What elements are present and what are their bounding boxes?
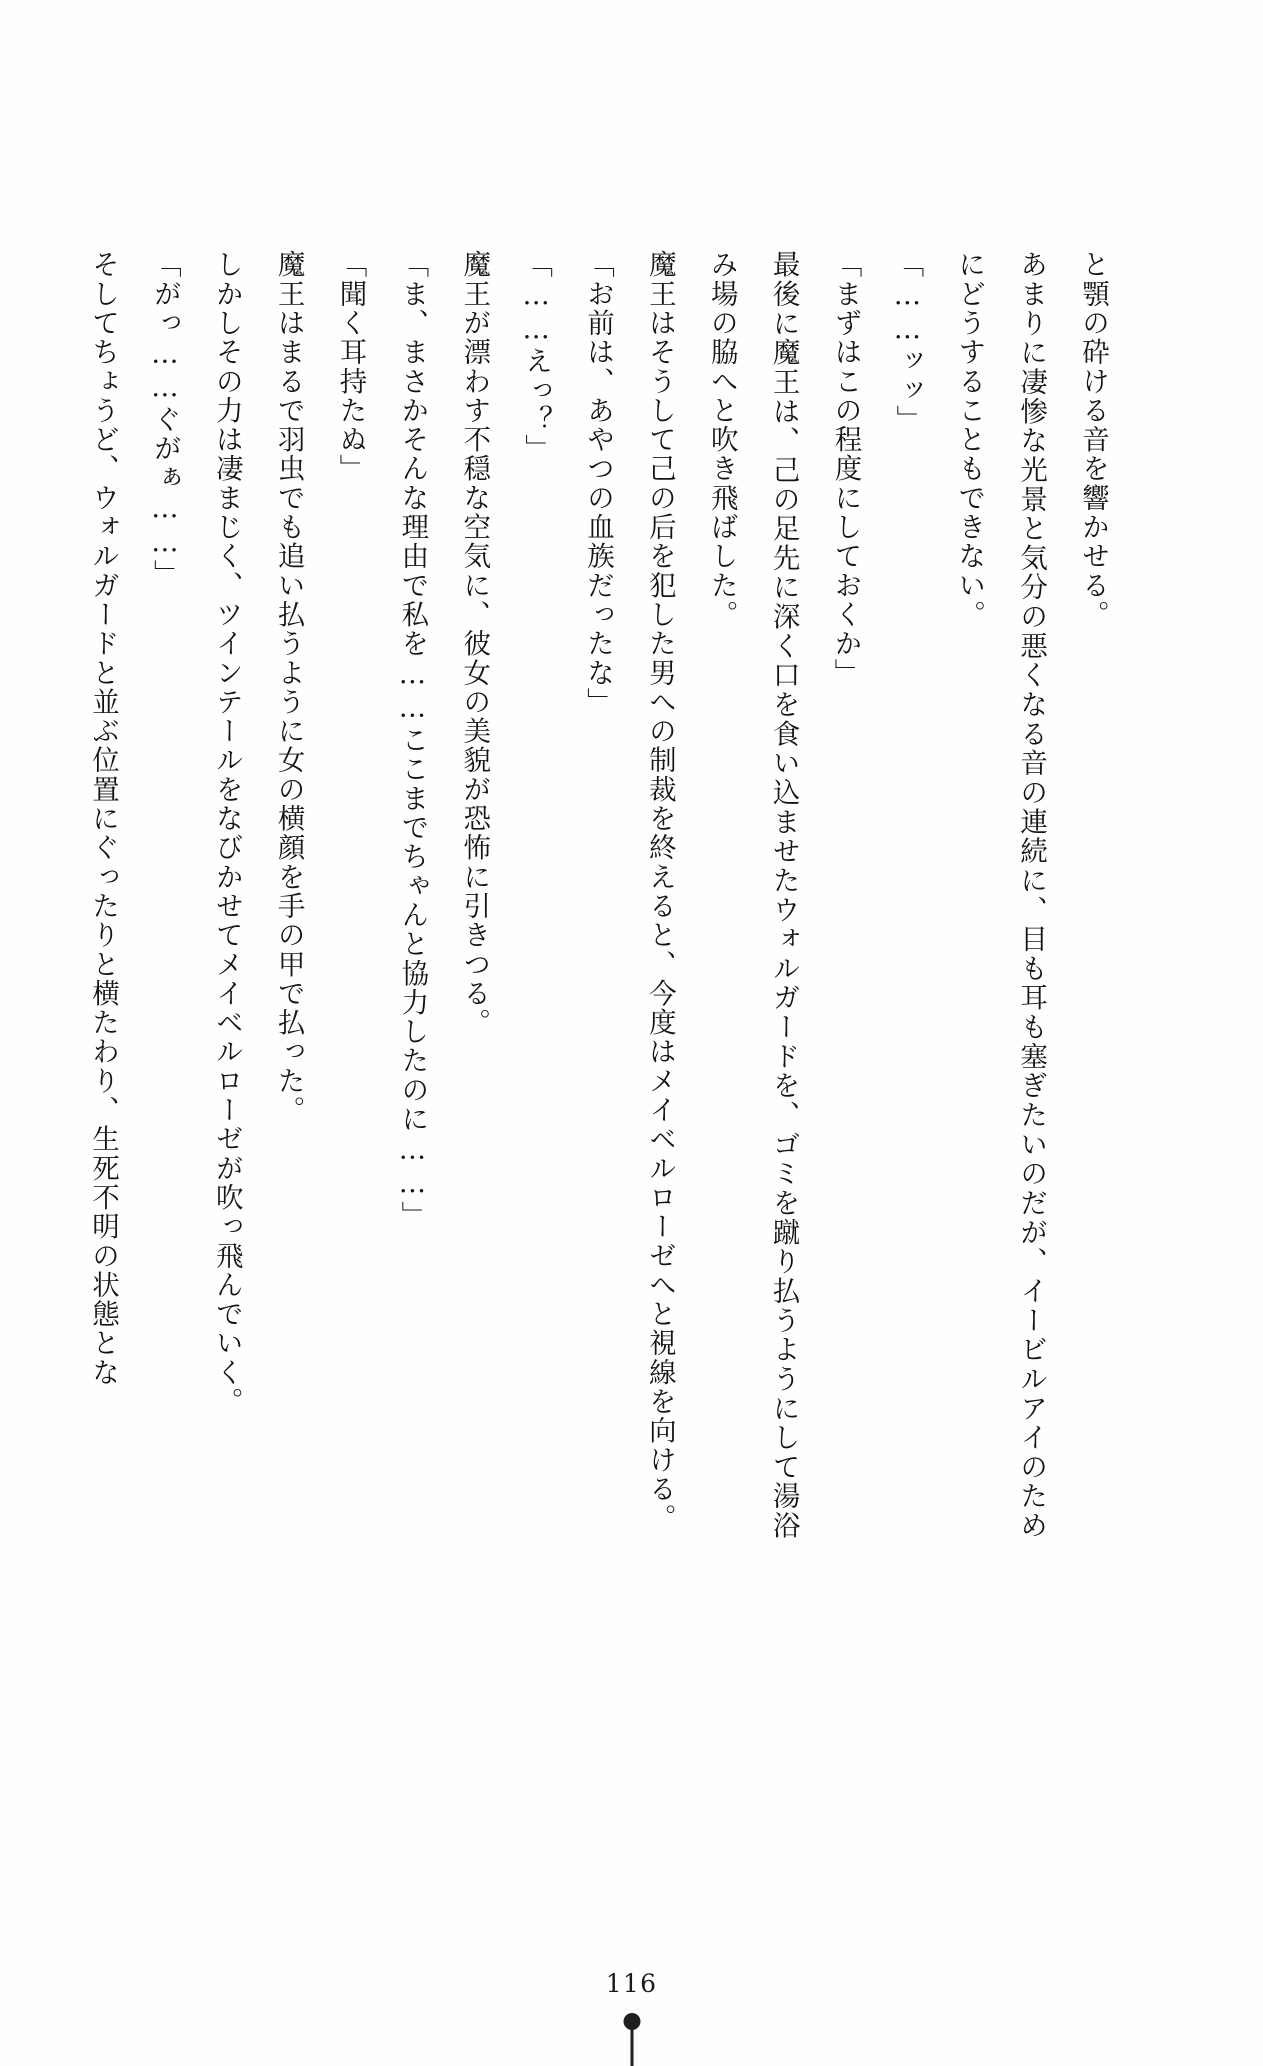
paragraph: しかしその力は凄まじく、ツインテールをなびかせてメイベルローゼが吹っ飛んでいく。 bbox=[210, 250, 243, 1416]
paragraph: 「聞く耳持たぬ」 bbox=[334, 250, 367, 484]
paragraph: と顎の砕ける音を響かせる。 bbox=[1077, 250, 1109, 629]
vertical-text-body bbox=[87, 250, 1123, 1540]
paragraph: 「まずはこの程度にしておくか」 bbox=[829, 250, 862, 688]
paragraph: 魔王が漂わす不穏な空気に、彼女の美貌が恐怖に引きつる。 bbox=[458, 250, 491, 1038]
paragraph: 「がっ……ぐがぁ……」 bbox=[148, 250, 181, 589]
paragraph: 魔王はそうして己の后を犯した男への制裁を終えると、今度はメイベルローゼへと視線を向ける。 bbox=[643, 250, 676, 1533]
paragraph: 「ま、まさかそんな理由で私を……ここまでちゃんと協力したのに……」 bbox=[396, 250, 429, 1230]
paragraph: そしてちょうど、ウォルガードと並ぶ位置にぐったりと横たわり、生死不明の状態とな bbox=[87, 250, 119, 1387]
paragraph: 「……ッッ」 bbox=[891, 250, 924, 434]
footer-rule-ornament bbox=[630, 2020, 633, 2066]
page-number: 116 bbox=[605, 1969, 658, 1998]
paragraph: 最後に魔王は、己の足先に深く口を食い込ませたウォルガードを、ゴミを蹴り払うようにして湯浴み場の脇へと吹き飛ばした。 bbox=[705, 250, 800, 1540]
paragraph: あまりに凄惨な光景と気分の悪くなる音の連続に、目も耳も塞ぎたいのだが、イービルアイのためにどうすることもできない。 bbox=[953, 250, 1048, 1540]
paragraph: 「……えっ？」 bbox=[520, 250, 553, 464]
paragraph: 魔王はまるで羽虫でも追い払うように女の横顔を手の甲で払った。 bbox=[272, 250, 305, 1125]
paragraph: 「お前は、あやつの血族だったな」 bbox=[582, 250, 614, 717]
